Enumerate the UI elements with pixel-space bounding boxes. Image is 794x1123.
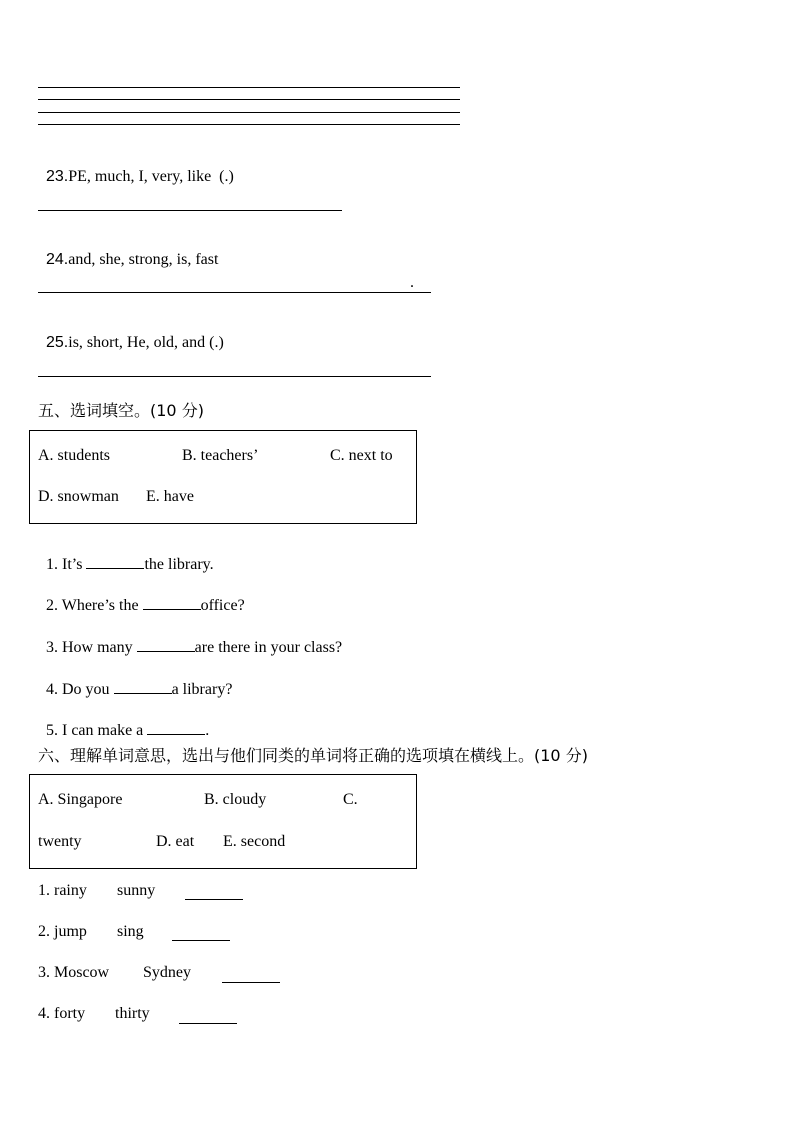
s6-question-4-word2: thirty — [115, 1005, 150, 1022]
writing-line-4 — [38, 124, 460, 125]
question-text: office? — [200, 597, 245, 614]
option-d: D. snowman — [38, 488, 119, 505]
question-words: PE, much, I, very, like (.) — [68, 168, 234, 185]
question-words: is, short, He, old, and (.) — [68, 334, 224, 351]
option-b: B. teachers’ — [182, 447, 259, 464]
answer-blank[interactable] — [137, 637, 195, 652]
answer-line[interactable] — [179, 1023, 237, 1024]
s6-question-3-word2: Sydney — [143, 964, 191, 981]
answer-line[interactable] — [185, 899, 243, 900]
question-24 — [38, 233, 218, 269]
s6-question-2-word: 2. jump — [38, 923, 87, 940]
answer-line-25[interactable] — [38, 376, 431, 377]
question-text: are there in your class? — [194, 639, 343, 656]
question-text: . — [205, 722, 210, 739]
question-text: 4. Do you — [46, 681, 114, 698]
s6-question-3-word: 3. Moscow — [38, 964, 110, 981]
option-c: C. next to — [330, 447, 393, 464]
s5-question-4 — [38, 661, 232, 699]
writing-line-1 — [38, 87, 460, 88]
answer-blank[interactable] — [114, 679, 172, 694]
question-text: 1. It’s — [46, 556, 87, 573]
s5-question-3 — [38, 619, 342, 657]
option-e: E. have — [146, 488, 194, 505]
question-text: 2. Where’s the — [46, 597, 143, 614]
question-text: 3. How many — [46, 639, 137, 656]
option-c: C. — [343, 791, 358, 808]
answer-line-23[interactable] — [38, 210, 342, 211]
answer-period-24: . — [410, 274, 414, 291]
answer-blank[interactable] — [143, 595, 201, 610]
writing-line-3 — [38, 112, 460, 113]
answer-blank[interactable] — [147, 720, 205, 735]
question-text: the library. — [144, 556, 214, 573]
question-text: a library? — [171, 681, 233, 698]
question-25 — [38, 316, 224, 352]
option-d: D. eat — [156, 833, 195, 850]
writing-line-2 — [38, 99, 460, 100]
section-6-word-bank — [29, 774, 417, 869]
section-6-title: 六、理解单词意思，选出与他们同类的单词将正确的选项填在横线上。(10 分) — [38, 746, 588, 765]
s6-question-1-word2: sunny — [117, 882, 156, 899]
option-c-word: twenty — [38, 833, 82, 850]
answer-line[interactable] — [222, 982, 280, 983]
option-e: E. second — [223, 833, 286, 850]
s6-question-4-word: 4. forty — [38, 1005, 86, 1022]
s5-question-2 — [38, 577, 245, 615]
question-number: 25. — [46, 334, 69, 351]
question-23 — [38, 150, 234, 186]
answer-blank[interactable] — [86, 554, 144, 569]
question-words: and, she, strong, is, fast — [68, 251, 219, 268]
option-b: B. cloudy — [204, 791, 267, 808]
option-a: A. students — [38, 447, 110, 464]
question-number: 23. — [46, 168, 69, 185]
option-a: A. Singapore — [38, 791, 123, 808]
section-5-word-bank — [29, 430, 417, 524]
answer-line-24[interactable] — [38, 292, 431, 293]
question-number: 24. — [46, 251, 69, 268]
section-5-title: 五、选词填空。(10 分) — [38, 401, 204, 420]
question-text: 5. I can make a — [46, 722, 148, 739]
s6-question-2-word2: sing — [117, 923, 144, 940]
s6-question-1-word: 1. rainy — [38, 882, 87, 899]
answer-line[interactable] — [172, 940, 230, 941]
s5-question-5 — [38, 702, 209, 740]
s5-question-1 — [38, 536, 214, 574]
